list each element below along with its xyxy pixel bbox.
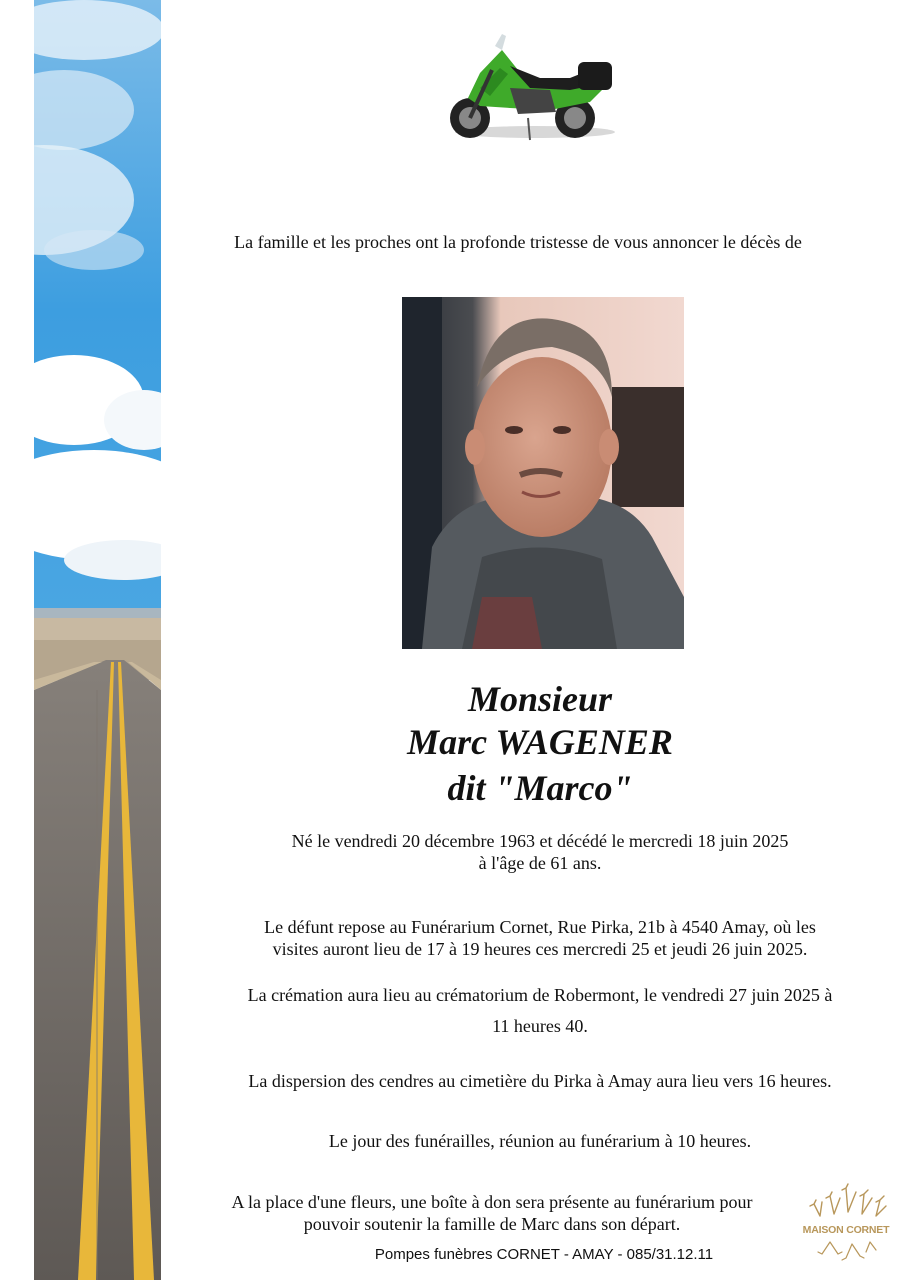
deceased-name-block xyxy=(300,678,780,810)
portrait-photo xyxy=(402,297,684,649)
dates-line-1: Né le vendredi 20 décembre 1963 et décédé le mercredi 18 juin 2025 xyxy=(291,831,789,851)
cremation-line-2: 11 heures 40. xyxy=(492,1016,588,1036)
visits-line-2: visites auront lieu de 17 à 19 heures ces mercredi 25 et jeudi 26 juin 2025. xyxy=(272,939,808,959)
intro-text: La famille et les proches ont la profonde tristesse de vous annoncer le décès de xyxy=(234,232,802,252)
cremation-paragraph xyxy=(170,980,905,1042)
logo-text: MAISON CORNET xyxy=(802,1224,890,1236)
visits-line-1: Le défunt repose au Funérarium Cornet, Rue Pirka, 21b à 4540 Amay, où les xyxy=(264,917,816,937)
starburst-icon xyxy=(800,1176,892,1224)
dates-line-2: à l'âge de 61 ans. xyxy=(478,853,602,873)
cremation-line-1: La crémation aura lieu au crématorium de Robermont, le vendredi 27 juin 2025 à xyxy=(247,985,833,1005)
motorcycle-image xyxy=(440,28,620,146)
funeral-home-footer: Pompes funèbres CORNET - AMAY - 085/31.12.11 xyxy=(374,1246,714,1263)
deceased-nickname: dit "Marco" xyxy=(447,768,633,808)
dispersion-paragraph: La dispersion des cendres au cimetière du Pirka à Amay aura lieu vers 16 heures. xyxy=(248,1071,832,1091)
donation-line-2: pouvoir soutenir la famille de Marc dans son départ. xyxy=(303,1214,681,1234)
visits-paragraph xyxy=(170,916,905,960)
maison-cornet-logo xyxy=(800,1176,892,1268)
road-sky-image xyxy=(34,0,161,1280)
donation-paragraph xyxy=(172,1191,812,1235)
donation-line-1: A la place d'une fleurs, une boîte à don sera présente au funérarium pour xyxy=(231,1192,753,1212)
deceased-title: Monsieur xyxy=(467,679,613,719)
dates-paragraph xyxy=(200,830,880,874)
deceased-name: Marc WAGENER xyxy=(407,722,673,762)
leaf-ornament-icon xyxy=(800,1238,892,1268)
reunion-paragraph: Le jour des funérailles, réunion au funérarium à 10 heures. xyxy=(328,1131,752,1151)
